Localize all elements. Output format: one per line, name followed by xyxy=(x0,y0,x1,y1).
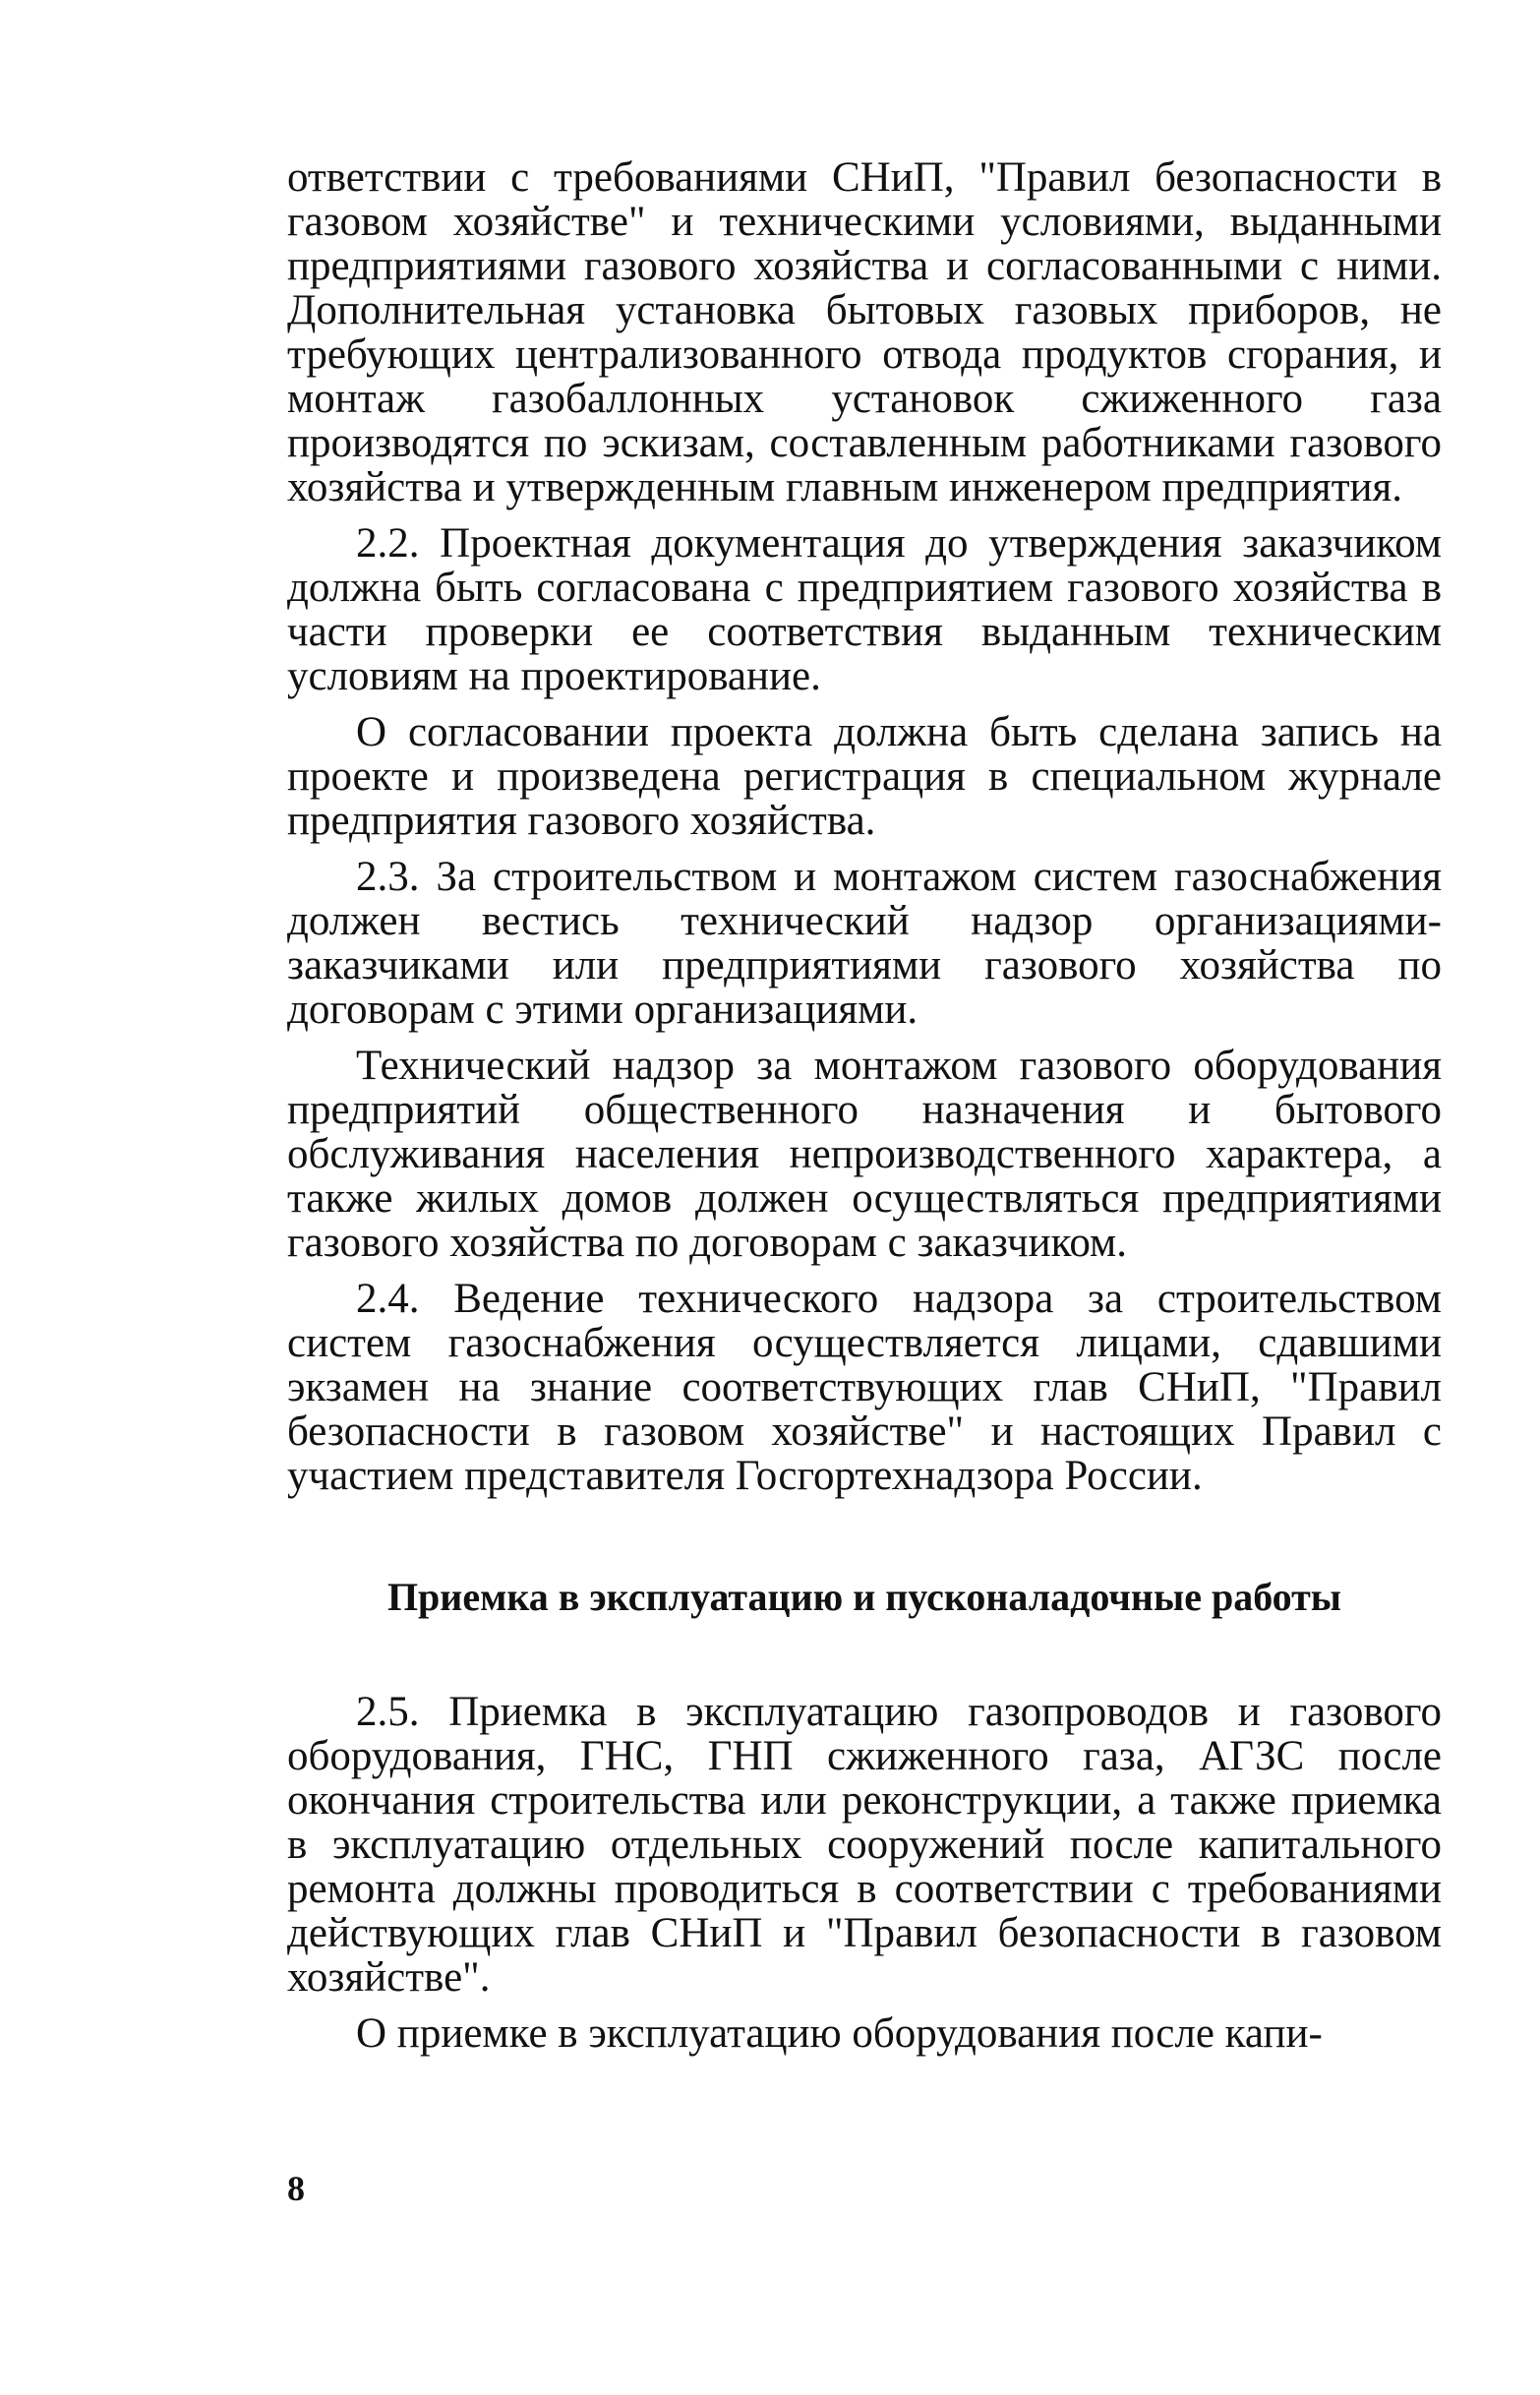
paragraph-continuation: ответствии с требованиями СНиП, "Правил безопасности в газовом хозяйстве" и техническими условиями, выданными предприятиями газового хозяйства и согласованными с ними. Дополнительная установка бытовых газовых приборов, не требующих централизованного отвода продуктов сгорания, и монтаж газобаллонных установок сжиженного газа производятся по эскизам, составленным работниками газового хозяйства и утвержденным главным инженером предприятия. xyxy=(287,154,1442,510)
paragraph-acceptance-note: О приемке в эксплуатацию оборудования после капи- xyxy=(356,2010,1323,2057)
paragraph-2-4: 2.4. Ведение технического надзора за строительством систем газоснабжения осуществляется лицами, сдавшими экзамен на знание соответствующих глав СНиП, "Правил безопасности в газовом хозяйстве" и настоящих Правил с участием представителя Госгортехнадзора России. xyxy=(287,1276,1442,1499)
paragraph-2-5: 2.5. Приемка в эксплуатацию газопроводов и газового оборудования, ГНС, ГНП сжиженного газа, АГЗС после окончания строительства или реконструкции, а также приемка в эксплуатацию отдельных сооружений после капитального ремонта должны проводиться в соответствии с требованиями действующих глав СНиП и "Правил безопасности в газовом хозяйстве". xyxy=(287,1689,1442,2001)
paragraph-2-3: 2.3. За строительством и монтажом систем газоснабжения должен вестись технический надзор организациями-заказчиками или предприятиями газового хозяйства по договорам с этими организациями. xyxy=(287,854,1442,1033)
document-page xyxy=(287,155,1442,2056)
paragraph-project-approval: О согласовании проекта должна быть сделана запись на проекте и произведена регистрация в специальном журнале предприятия газового хозяйства. xyxy=(287,709,1442,844)
section-heading: Приемка в эксплуатацию и пусконаладочные работы xyxy=(386,1575,1342,1619)
paragraph-2-2: 2.2. Проектная документация до утверждения заказчиком должна быть согласована с предприятием газового хозяйства в части проверки ее соответствия выданным техническим условиям на проектирование. xyxy=(287,520,1442,699)
paragraph-technical-supervision: Технический надзор за монтажом газового оборудования предприятий общественного назначения и бытового обслуживания населения непроизводственного характера, а также жилых домов должен осуществляться предприятиями газового хозяйства по договорам с заказчиком. xyxy=(287,1043,1442,1266)
page-number: 8 xyxy=(287,2169,305,2208)
